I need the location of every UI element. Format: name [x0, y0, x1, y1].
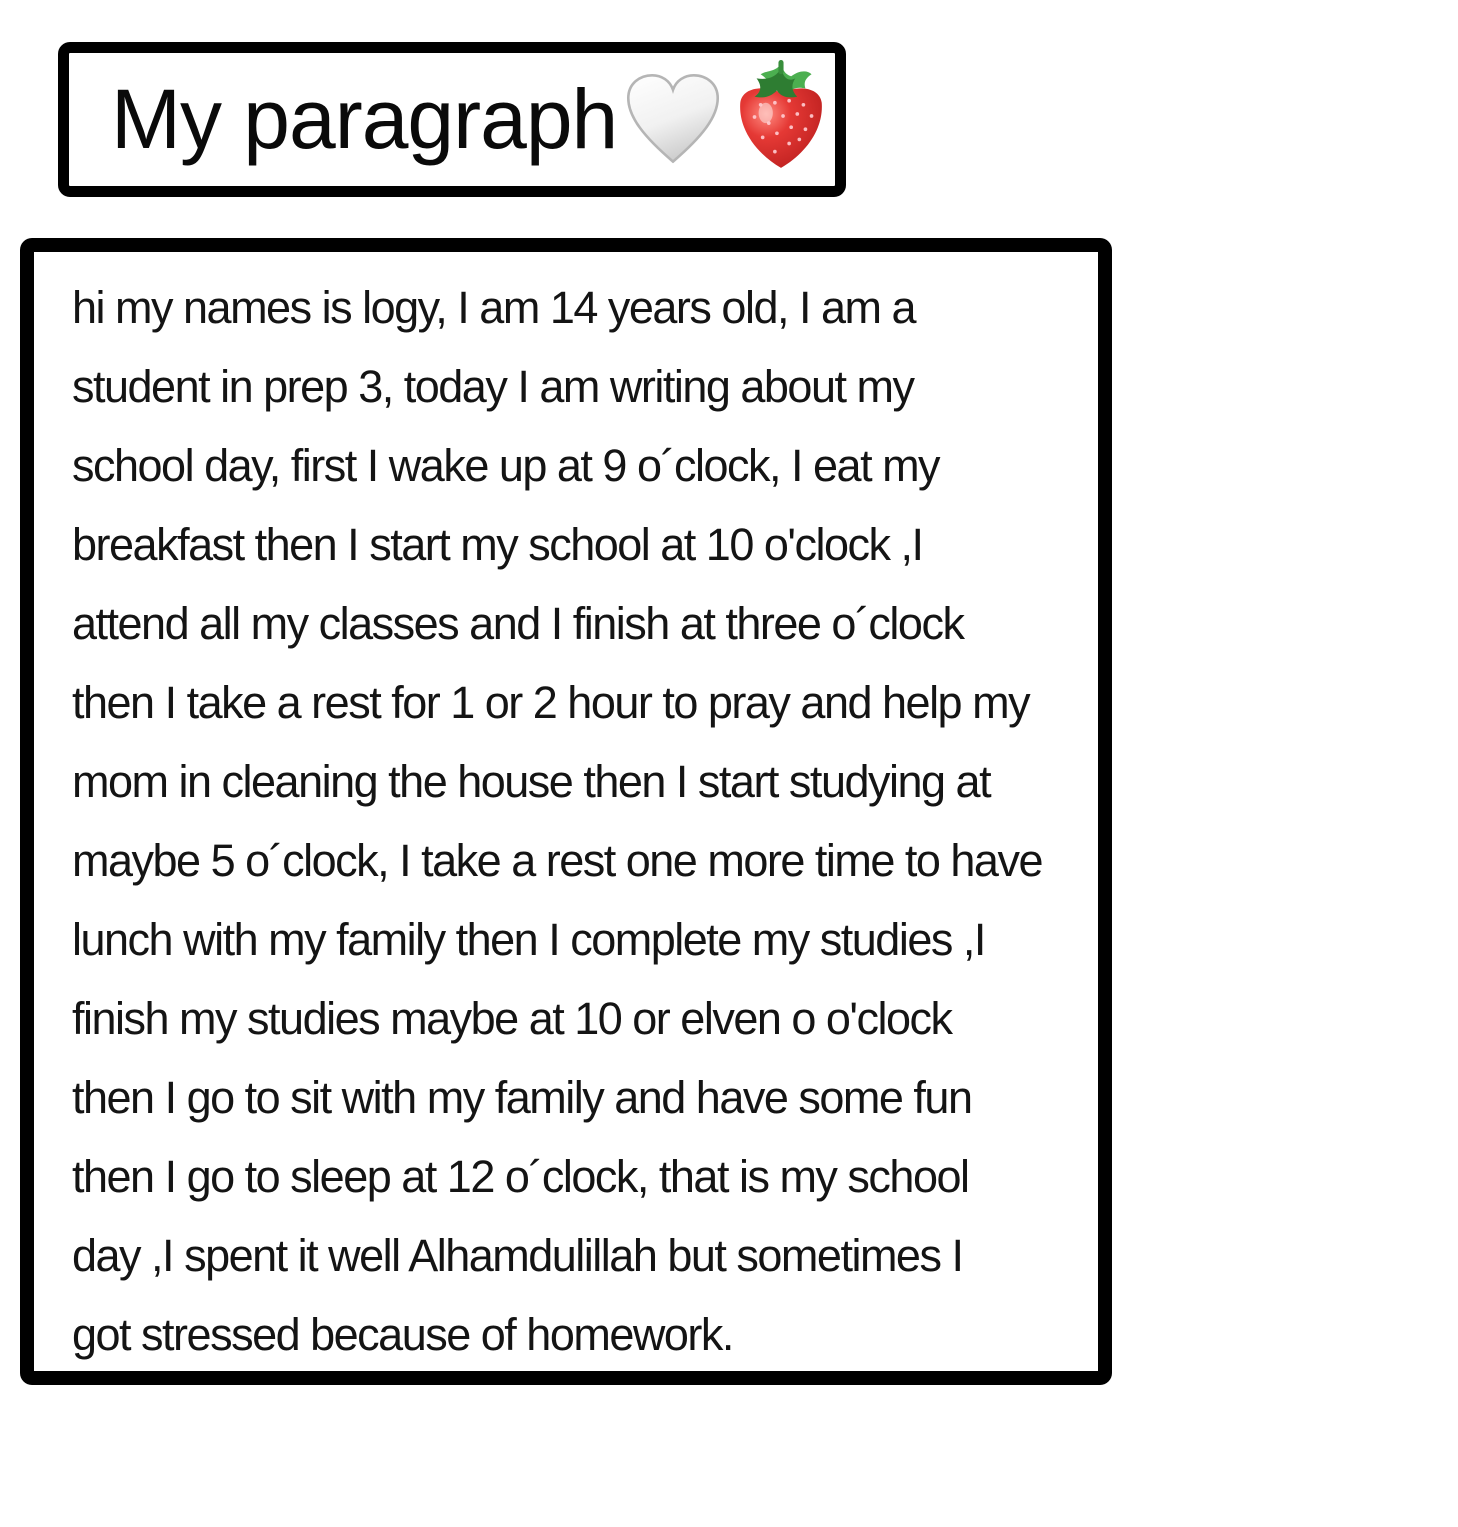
title-box — [58, 42, 846, 197]
paragraph-line: lunch with my family then I complete my studies ,I — [72, 914, 985, 965]
paragraph-line: then I take a rest for 1 or 2 hour to pray and help my — [72, 677, 1030, 728]
paragraph-line: finish my studies maybe at 10 or elven o o'clock — [72, 993, 952, 1044]
paragraph-line: then I go to sit with my family and have some fun — [72, 1072, 972, 1123]
paragraph-line: then I go to sleep at 12 o´clock, that is my school — [72, 1151, 969, 1202]
paragraph-line: maybe 5 o´clock, I take a rest one more time to have — [72, 835, 1042, 886]
paragraph-line: breakfast then I start my school at 10 o'clock ,I — [72, 519, 923, 570]
white-heart-icon — [617, 68, 725, 172]
paragraph-line: student in prep 3, today I am writing about my — [72, 361, 914, 412]
paragraph-line: day ,I spent it well Alhamdulillah but sometimes I — [72, 1230, 963, 1281]
paragraph-box — [20, 238, 1112, 1385]
page-title: My paragraph — [111, 72, 618, 166]
paragraph-line: school day, first I wake up at 9 o´clock, I eat my — [72, 440, 940, 491]
paragraph-line: got stressed because of homework. — [72, 1309, 733, 1360]
paragraph-line: mom in cleaning the house then I start studying at — [72, 756, 991, 807]
strawberry-icon — [725, 68, 833, 172]
paragraph-text — [72, 268, 1092, 1374]
paragraph-line: hi my names is logy, I am 14 years old, I am a — [72, 282, 916, 333]
paragraph-line: attend all my classes and I finish at three o´clock — [72, 598, 964, 649]
